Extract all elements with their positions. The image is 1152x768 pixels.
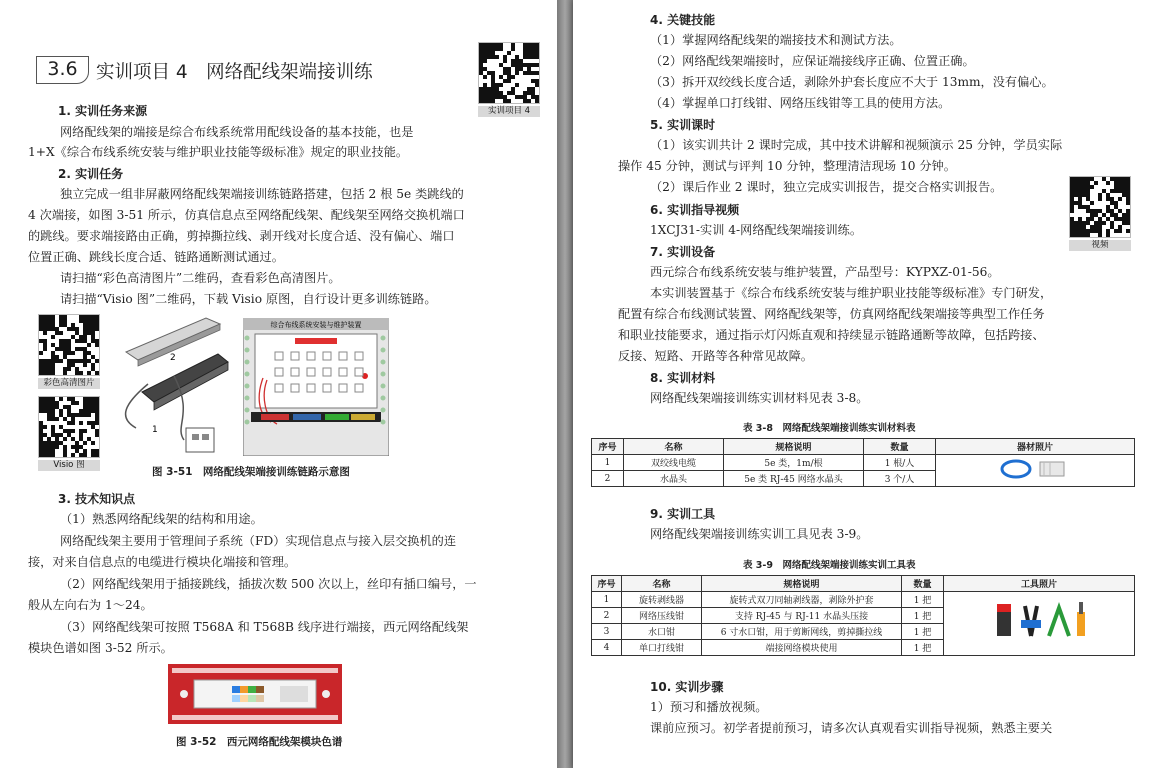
table-cell: 3: [592, 624, 622, 640]
section-number: 3.6: [36, 56, 89, 84]
left-page: [0, 0, 557, 768]
table-cell: 4: [592, 640, 622, 656]
qr-code-video[interactable]: [1069, 176, 1131, 238]
table-header: 序号: [592, 576, 622, 592]
paragraph: （1）熟悉网络配线架的结构和用途。: [60, 512, 263, 526]
table-cell: 1 根/人: [864, 455, 936, 471]
heading-7: 7. 实训设备: [650, 245, 716, 259]
paragraph: 4 次端接，如图 3-51 所示，仿真信息点至网络配线架、配线架至网络交换机端口: [28, 208, 465, 222]
paragraph: 般从左向右为 1～24。: [28, 598, 153, 612]
paragraph: （3）拆开双绞线长度合适，剥除外护套长度应不大于 13mm，没有偏心。: [650, 75, 1054, 89]
paragraph: 和职业技能要求，通过指示灯闪烁直观和持续显示链路通断等故障，包括跨接、: [618, 328, 1045, 342]
table-cell: 1 把: [902, 608, 944, 624]
table-3-8-caption: 表 3-8 网络配线架端接训练实训材料表: [743, 423, 916, 434]
table-header: 序号: [592, 439, 624, 455]
qr-label: 实训项目 4: [478, 106, 540, 117]
heading-8: 8. 实训材料: [650, 371, 716, 385]
paragraph: （3）网络配线架可按照 T568A 和 T568B 线序进行端接，西元网络配线架: [60, 620, 469, 634]
qr-code-visio[interactable]: [38, 396, 100, 458]
table-cell: 3 个/人: [864, 471, 936, 487]
qr-label: Visio 图: [38, 460, 100, 471]
figure-3-51-patch-panel-drawing: [114, 314, 234, 456]
table-cell: 双绞线电缆: [624, 455, 724, 471]
paragraph: 操作 45 分钟，测试与评判 10 分钟，整理清洁现场 10 分钟。: [618, 159, 956, 173]
paragraph: 反接、短路、开路等各种常见故障。: [618, 349, 813, 363]
figure-label: 1: [152, 425, 158, 435]
paragraph: 独立完成一组非屏蔽网络配线架端接训练链路搭建，包括 2 根 5e 类跳线的: [60, 187, 464, 201]
table-header: 规格说明: [724, 439, 864, 455]
figure-3-52-module-color-chart: [168, 664, 342, 724]
heading-2: 2. 实训任务: [58, 167, 124, 181]
table-cell: 1 把: [902, 640, 944, 656]
table-row: [592, 592, 1135, 608]
table-3-9: [591, 575, 1135, 656]
paragraph: 位置正确、跳线长度合适、链路通断测试通过。: [28, 250, 284, 264]
paragraph: 西元综合布线系统安装与维护装置，产品型号：KYPXZ-01-56。: [650, 265, 1000, 279]
table-cell: 端接网络模块使用: [702, 640, 902, 656]
paragraph: 配置有综合布线测试装置、网络配线架等，仿真网络配线架端接等典型工作任务: [618, 307, 1045, 321]
table-header: 数量: [864, 439, 936, 455]
paragraph: 的跳线。要求端接路由正确，剪掉撕拉线、剥开线对长度合适、没有偏心、端口: [28, 229, 455, 243]
table-cell: 网络压线钳: [622, 608, 702, 624]
table-cell: 旋转剥线器: [622, 592, 702, 608]
table-cell: 1 把: [902, 592, 944, 608]
table-cell: 支持 RJ-45 与 RJ-11 水晶头压接: [702, 608, 902, 624]
figure-label: 2: [170, 353, 176, 363]
heading-10: 10. 实训步骤: [650, 680, 724, 694]
paragraph: （2）网络配线架用于插接跳线，插拔次数 500 次以上，丝印有插口编号，一: [60, 577, 477, 591]
table-header: 数量: [902, 576, 944, 592]
table-cell: 1: [592, 455, 624, 471]
tools-photo-illustration: [979, 592, 1099, 652]
paragraph: 网络配线架主要用于管理间子系统（FD）实现信息点与接入层交换机的连: [60, 534, 457, 548]
paragraph: （1）该实训共计 2 课时完成，其中技术讲解和视频演示 25 分钟，学员实际: [650, 138, 1063, 152]
heading-4: 4. 关键技能: [650, 13, 716, 27]
paragraph: 网络配线架的端接是综合布线系统常用配线设备的基本技能，也是: [60, 125, 414, 139]
qr-label: 视频: [1069, 240, 1131, 251]
paragraph: 课前应预习。初学者提前预习，请多次认真观看实训指导视频，熟悉主要关: [650, 721, 1053, 735]
paragraph: 1）预习和播放视频。: [650, 700, 768, 714]
qr-code-project[interactable]: [478, 42, 540, 104]
paragraph: 请扫描“彩色高清图片”二维码，查看彩色高清图片。: [60, 271, 341, 285]
figure-label: 综合布线系统安装与维护装置: [270, 321, 362, 329]
table-cell: 1: [592, 592, 622, 608]
table-header: 器材照片: [936, 439, 1135, 455]
figure-3-51-caption: 图 3-51 网络配线架端接训练链路示意图: [152, 466, 350, 478]
table-cell: 5e 类，1m/根: [724, 455, 864, 471]
paragraph: （2）课后作业 2 课时，独立完成实训报告，提交合格实训报告。: [650, 180, 1003, 194]
tools-photo: [944, 592, 1135, 656]
heading-6: 6. 实训指导视频: [650, 203, 740, 217]
paragraph: （1）掌握网络配线架的端接技术和测试方法。: [650, 33, 902, 47]
materials-photo-illustration: [980, 457, 1090, 481]
paragraph: （4）掌握单口打线钳、网络压线钳等工具的使用方法。: [650, 96, 951, 110]
heading-3: 3. 技术知识点: [58, 492, 136, 506]
page-title: 实训项目 4 网络配线架端接训练: [96, 62, 373, 83]
figure-3-51-cabinet-diagram: [243, 318, 389, 456]
table-cell: 旋转式双刀同轴剥线器，剥除外护套: [702, 592, 902, 608]
table-3-9-caption: 表 3-9 网络配线架端接训练实训工具表: [743, 560, 916, 571]
table-cell: 2: [592, 471, 624, 487]
qr-code-color-image[interactable]: [38, 314, 100, 376]
paragraph: 1XCJ31-实训 4-网络配线架端接训练。: [650, 223, 863, 237]
table-cell: 5e 类 RJ-45 网络水晶头: [724, 471, 864, 487]
qr-label: 彩色高清图片: [38, 378, 100, 389]
table-header: 名称: [624, 439, 724, 455]
right-page: [573, 0, 1152, 768]
table-cell: 1 把: [902, 624, 944, 640]
table-row: [592, 455, 1135, 471]
table-header: 工具照片: [944, 576, 1135, 592]
paragraph: 接，对来自信息点的电缆进行模块化端接和管理。: [28, 555, 297, 569]
paragraph: （2）网络配线架端接时，应保证端接线序正确、位置正确。: [650, 54, 975, 68]
paragraph: 本实训装置基于《综合布线系统安装与维护职业技能等级标准》专门研发，: [650, 286, 1053, 300]
table-cell: 水口钳: [622, 624, 702, 640]
table-cell: 水晶头: [624, 471, 724, 487]
table-cell: 单口打线钳: [622, 640, 702, 656]
table-header: 名称: [622, 576, 702, 592]
paragraph: 请扫描“Visio 图”二维码，下载 Visio 原图，自行设计更多训练链路。: [60, 292, 437, 306]
materials-photo: [936, 455, 1135, 487]
table-cell: 2: [592, 608, 622, 624]
table-3-8: [591, 438, 1135, 487]
paragraph: 网络配线架端接训练实训工具见表 3-9。: [650, 527, 869, 541]
table-cell: 6 寸水口钳，用于剪断网线，剪掉撕拉线: [702, 624, 902, 640]
heading-1: 1. 实训任务来源: [58, 104, 148, 118]
figure-3-52-caption: 图 3-52 西元网络配线架模块色谱: [176, 736, 343, 748]
paragraph: 模块色谱如图 3-52 所示。: [28, 641, 173, 655]
paragraph: 1+X《综合布线系统安装与维护职业技能等级标准》规定的职业技能。: [28, 145, 409, 159]
heading-5: 5. 实训课时: [650, 118, 716, 132]
heading-9: 9. 实训工具: [650, 507, 716, 521]
table-header: 规格说明: [702, 576, 902, 592]
page-gutter: [557, 0, 573, 768]
paragraph: 网络配线架端接训练实训材料见表 3-8。: [650, 391, 869, 405]
